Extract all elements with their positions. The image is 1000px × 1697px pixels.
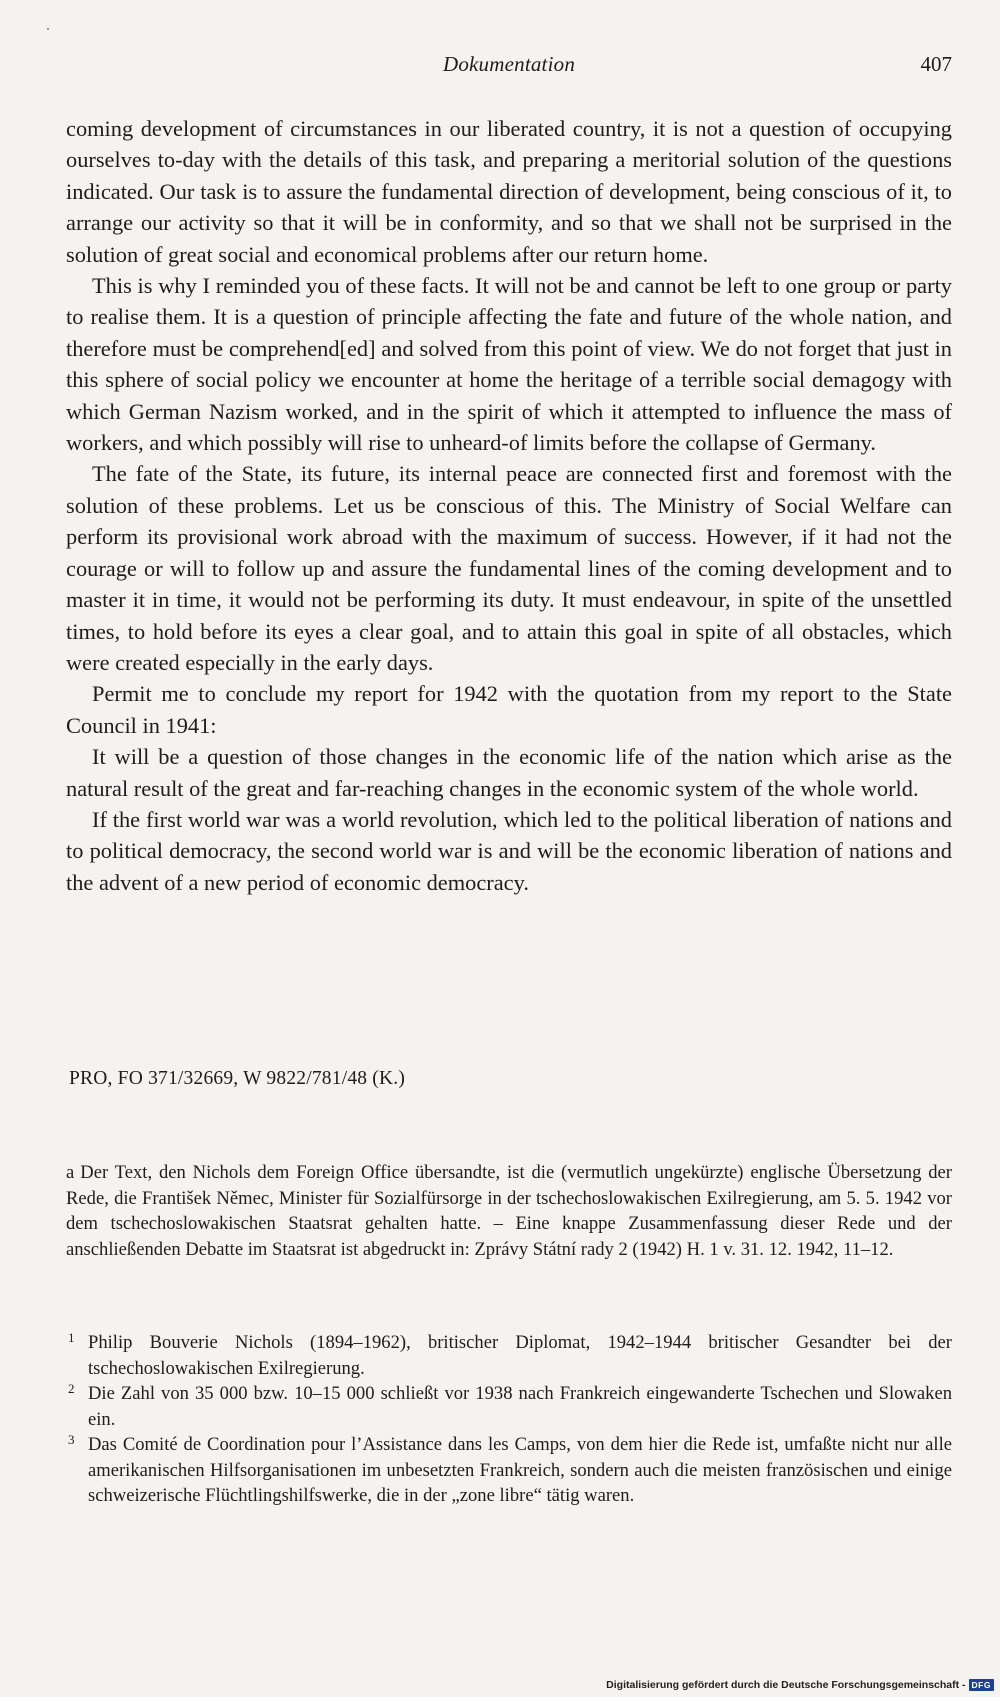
footnote-text: Das Comité de Coordination pour l’Assistance dans les Camps, von dem hier die Rede ist, umfaßte nicht nur alle amerikanischen Hilfsorganisationen im unbesetzten Frankreich, sondern auch die meisten französischen und einige schweizerische Flüchtlingshilfswerke, die in der „zone libre“ tätig waren. [88,1434,952,1506]
paragraph: Permit me to conclude my report for 1942 with the quotation from my report to the State Council in 1941: [66,681,952,738]
paragraph: coming development of circumstances in our liberated country, it is not a question of occupying ourselves to-day with the details of this task, and preparing a meritorial solution of the questions indicated. Our task is to assure the fundamental direction of development, being conscious of it, to arrange our activity so that it will be in conformity, and so that we shall not be surprised in the solution of great social and economical problems after our return home. [66,116,952,267]
paragraph: This is why I reminded you of these facts. It will not be and cannot be left to one group or party to realise them. It is a question of principle affecting the fate and future of the whole nation, and therefore must be comprehend[ed] and solved from this point of view. We do not forget that just in this sphere of social policy we encounter at home the heritage of a terrible social demagogy with which German Nazism worked, and in the spirit of which it attempted to influence the mass of workers, and which possibly will rise to unheard-of limits before the collapse of Germany. [66,273,952,456]
digitization-notice-text: Digitalisierung gefördert durch die Deutsche Forschungsgemeinschaft - [606,1679,966,1691]
footnote-number: 2 [68,1381,75,1396]
note-a [66,1160,952,1262]
dfg-logo: DFG [969,1679,994,1691]
note-text: Der Text, den Nichols dem Foreign Office übersandte, ist die (vermutlich ungekürzte) englische Übersetzung der Rede, die František Němec, Minister für Sozialfürsorge in der tschechoslowakischen Exilregierung, am 5. 5. 1942 vor dem tschechoslowakischen Staatsrat gehalten hatte. – Eine knappe Zusammenfassung dieser Rede und der anschließenden Debatte im Staatsrat ist abgedruckt in: Zprávy Státní rady 2 (1942) H. 1 v. 31. 12. 1942, 11–12. [66,1162,952,1260]
footnote-number: 3 [68,1432,75,1447]
running-title: Dokumentation [442,52,576,76]
footnote-number: 1 [68,1330,75,1345]
paragraph: If the first world war was a world revolution, which led to the political liberation of nations and to political democracy, the second world war is and will be the economic liberation of nations and the advent of a new period of economic democracy. [66,806,952,895]
source-citation: PRO, FO 371/32669, W 9822/781/48 (K.) [69,1068,406,1089]
note-marker: a [66,1162,75,1183]
editorial-note [66,1160,952,1262]
digitization-notice [606,1679,994,1691]
footnote-text: Philip Bouverie Nichols (1894–1962), britischer Diplomat, 1942–1944 britischer Gesandter bei der tschechoslowakischen Exilregierung. [88,1332,952,1379]
footnote [66,1330,952,1381]
paragraph: It will be a question of those changes in the economic life of the nation which arise as the natural result of the great and far-reaching changes in the economic system of the whole world. [66,744,952,801]
footnotes [66,1330,952,1509]
body-text [66,113,952,898]
page-header [66,52,952,82]
page-number: 407 [920,52,952,76]
footnote-text: Die Zahl von 35 000 bzw. 10–15 000 schließt vor 1938 nach Frankreich eingewanderte Tschechen und Slowaken ein. [88,1383,952,1430]
scan-speck [47,28,49,30]
paragraph: The fate of the State, its future, its internal peace are connected first and foremost with the solution of these problems. Let us be conscious of this. The Ministry of Social Welfare can perform its provisional work abroad with the maximum of success. However, if it had not the courage or will to follow up and assure the fundamental lines of the coming development and to master it in time, it would not be performing its duty. It must endeavour, in spite of the unsettled times, to hold before its eyes a clear goal, and to attain this goal in spite of all obstacles, which were created especially in the early days. [66,461,952,675]
footnote [66,1432,952,1509]
footnote [66,1381,952,1432]
